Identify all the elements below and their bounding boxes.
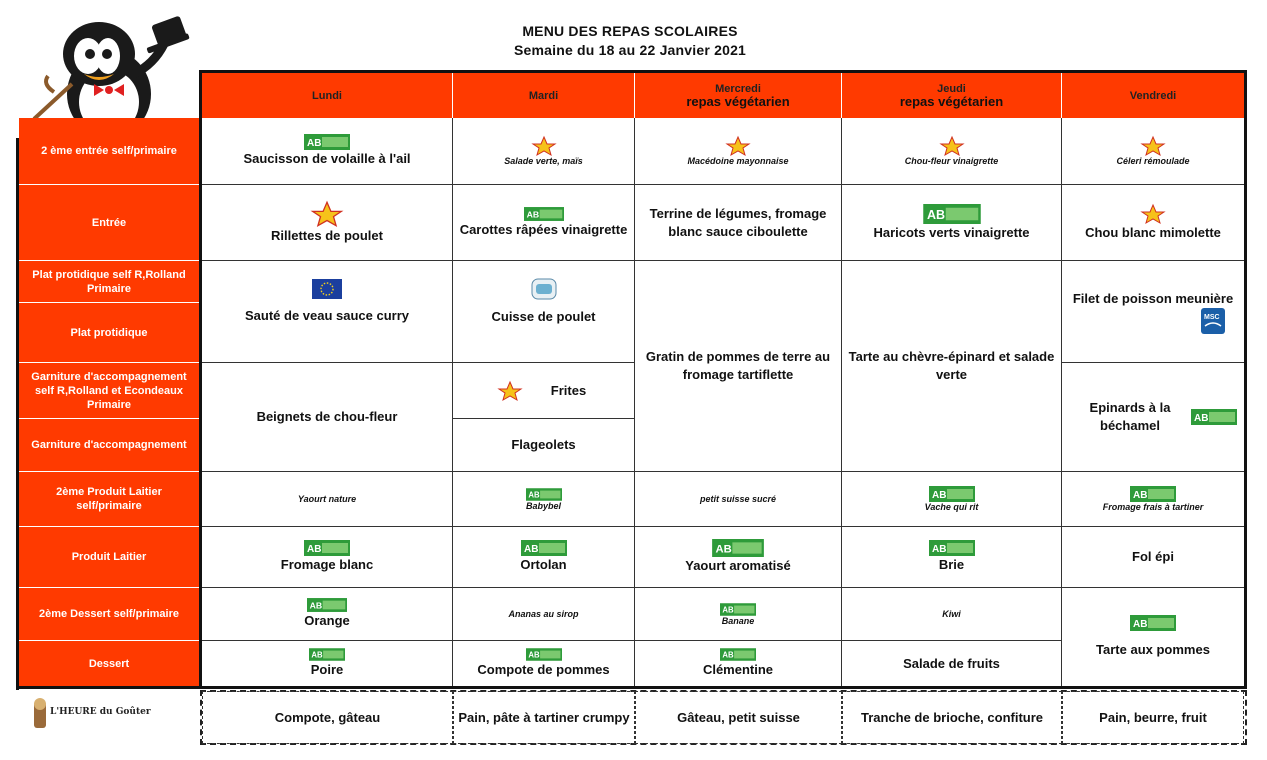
menu-cell-mercredi-dessert [635,641,842,686]
bio-ab-icon [1191,409,1237,425]
row-label-dessert: Dessert [19,641,199,686]
menu-cell-jeudi-plat [842,261,1062,472]
svg-text:AB: AB [307,544,322,555]
dish-label: Terrine de légumes, fromage blanc sauce ciboulette [649,205,827,239]
menu-cell-lundi-entree [202,185,453,261]
menu-cell-mardi-garniture [453,419,635,472]
msc-label-icon [1201,308,1225,334]
day-header-mercredi [635,73,842,118]
menu-cell-vendredi-entree2 [1062,118,1244,185]
dish-label: Rillettes de poulet [271,227,383,243]
bio-ab-icon [521,540,567,556]
dish-label: Ortolan [520,557,567,572]
menu-cell-jeudi-dessert [842,641,1062,686]
menu-cell-lundi-laitier [202,527,453,588]
gouter-cell-lundi: Compote, gâteau [202,691,453,744]
bio-ab-icon [1130,486,1176,502]
svg-text:AB: AB [715,543,732,556]
dish-label: Brie [938,557,965,572]
menu-cell-mardi-entree [453,185,635,261]
dish-label: Fromage blanc [280,557,374,572]
bio-ab-icon [710,539,766,557]
menu-cell-jeudi-dessert2 [842,588,1062,641]
dish-label: Salade de fruits [903,655,1000,671]
svg-text:AB: AB [1133,490,1148,501]
local-star-icon [1138,204,1168,224]
dish-label: Fromage frais à tartiner [1102,502,1204,512]
dish-label: Babybel [525,500,561,511]
menu-cell-jeudi-laitier [842,527,1062,588]
gouter-logo-text: L'HEURE du Goûter [50,707,151,717]
day-header-lundi [202,73,453,118]
menu-cell-lundi-laitier2 [202,472,453,527]
svg-text:AB: AB [931,490,946,501]
svg-text:AB: AB [926,207,945,222]
dish-label: Kiwi [942,609,961,619]
menu-cell-jeudi-laitier2 [842,472,1062,527]
svg-text:AB: AB [1194,413,1209,424]
gouter-logo [30,696,151,738]
day-header-mardi [453,73,635,118]
row-label-plat2: Plat protidique self R,Rolland Primaire [19,261,199,303]
dish-label: Tarte aux pommes [1096,642,1210,657]
table-frame-right [1244,70,1247,689]
svg-text:AB: AB [523,544,538,555]
svg-text:AB: AB [931,544,946,555]
dish-label: Clémentine [702,662,774,677]
dish-label: Epinards à la béchamel [1089,400,1171,433]
row-label-entree2: 2 ème entrée self/primaire [19,118,199,185]
menu-cell-vendredi-garniture [1062,363,1244,472]
menu-cell-lundi-entree2 [202,118,453,185]
menu-cell-mercredi-laitier2 [635,472,842,527]
gouter-cell-jeudi: Tranche de brioche, confiture [842,691,1062,744]
dish-label: Chou blanc mimolette [1085,224,1221,240]
dish-label: Tarte au chèvre-épinard et salade verte [848,349,1055,382]
dish-label: Salade verte, maïs [504,156,583,166]
row-label-laitier: Produit Laitier [19,527,199,588]
svg-text:MSC: MSC [1204,313,1220,321]
svg-text:AB: AB [527,650,540,660]
dish-label: Fol épi [1132,549,1174,564]
local-star-icon [937,136,967,156]
menu-cell-mercredi-dessert2 [635,588,842,641]
bio-ab-icon [720,603,756,616]
dish-label: Flageolets [511,437,576,452]
dish-label: Poire [310,662,344,677]
day-note: repas végétarien [899,93,1004,109]
menu-cell-mardi-plat [453,261,635,363]
day-name: Jeudi [937,82,966,95]
dish-label: Haricots verts vinaigrette [873,224,1030,240]
day-name: Mardi [528,89,559,102]
menu-cell-vendredi-laitier [1062,527,1244,588]
gouter-cell-vendredi: Pain, beurre, fruit [1062,691,1244,744]
day-name: Mercredi [715,82,761,95]
bio-ab-icon [1130,615,1176,631]
dish-label: Ananas au sirop [508,609,579,619]
menu-cell-mercredi-entree [635,185,842,261]
svg-text:AB: AB [1133,619,1148,630]
menu-cell-mercredi-laitier [635,527,842,588]
dish-label: Carottes râpées vinaigrette [459,221,628,237]
dish-label: Sauté de veau sauce curry [244,307,410,323]
svg-text:AB: AB [307,138,322,149]
bio-ab-icon [304,134,350,150]
bio-ab-icon [524,207,564,221]
svg-text:AB: AB [722,650,734,660]
menu-cell-lundi-dessert2 [202,588,453,641]
menu-cell-mercredi-plat [635,261,842,472]
bio-ab-icon [526,648,562,661]
day-name: Lundi [312,89,342,102]
row-label-plat: Plat protidique [19,303,199,363]
page-title: MENU DES REPAS SCOLAIRES [522,23,738,39]
bio-ab-icon [526,488,562,501]
label-rouge-icon [531,278,557,300]
bio-ab-icon [304,540,350,556]
bio-ab-icon [929,486,975,502]
bio-ab-icon [720,648,756,661]
local-star-icon [723,136,753,156]
dish-label: Beignets de chou-fleur [256,409,398,424]
menu-cell-vendredi-laitier2 [1062,472,1244,527]
dish-label: Chou-fleur vinaigrette [904,156,999,166]
svg-text:AB: AB [527,490,540,500]
row-label-laitier2: 2ème Produit Laitier self/primaire [19,472,199,527]
row-label-entree: Entrée [19,185,199,261]
svg-text:AB: AB [311,650,323,660]
day-header-vendredi [1062,73,1244,118]
menu-cell-mardi-laitier2 [453,472,635,527]
local-star-icon [307,201,347,227]
dish-label: Orange [304,613,350,628]
dish-label: Macédoine mayonnaise [687,156,789,166]
svg-text:AB: AB [722,605,734,615]
eu-flag-icon [312,279,342,299]
day-header-jeudi [842,73,1062,118]
bio-ab-icon [929,540,975,556]
gouter-cell-mercredi: Gâteau, petit suisse [635,691,842,744]
menu-cell-jeudi-entree2 [842,118,1062,185]
row-label-garniture2: Garniture d'accompagnement self R,Rolland et Econdeaux Primaire [19,363,199,419]
dish-label: Gratin de pommes de terre au fromage tartiflette [645,349,831,382]
bio-ab-icon [923,204,981,224]
local-star-icon [1138,136,1168,156]
menu-cell-lundi-plat [202,261,453,363]
page-subtitle: Semaine du 18 au 22 Janvier 2021 [513,42,747,58]
dish-label: Vache qui rit [924,502,979,512]
svg-text:AB: AB [309,600,323,611]
menu-cell-mardi-dessert [453,641,635,686]
dish-label: Banane [721,615,755,626]
menu-cell-lundi-garniture [202,363,453,472]
svg-text:AB: AB [526,208,539,219]
day-name: Vendredi [1129,89,1177,102]
bio-ab-icon [307,598,347,612]
dish-label: petit suisse sucré [699,494,777,504]
menu-cell-mercredi-entree2 [635,118,842,185]
menu-cell-mardi-dessert2 [453,588,635,641]
dish-label: Compote de pommes [477,662,610,677]
menu-cell-vendredi-plat [1062,261,1244,363]
menu-cell-lundi-dessert [202,641,453,686]
dish-label: Filet de poisson meunière [1072,290,1234,306]
row-label-dessert2: 2ème Dessert self/primaire [19,588,199,641]
row-label-garniture: Garniture d'accompagnement [19,419,199,472]
dish-label: Céleri rémoulade [1116,156,1190,166]
gouter-cell-mardi: Pain, pâte à tartiner crumpy [453,691,635,744]
dish-label: Cuisse de poulet [491,308,596,324]
local-star-icon [495,381,525,401]
dish-label: Yaourt aromatisé [685,558,791,573]
menu-cell-vendredi-entree [1062,185,1244,261]
day-note: repas végétarien [686,93,790,109]
dish-label: Saucisson de volaille à l'ail [243,151,411,166]
local-star-icon [529,136,559,156]
bio-ab-icon [309,648,345,661]
menu-cell-mardi-entree2 [453,118,635,185]
menu-cell-vendredi-dessert [1062,588,1244,686]
menu-cell-mardi-laitier [453,527,635,588]
dish-label: Frites [550,382,587,398]
menu-title-block [420,22,840,60]
dish-label: Yaourt nature [297,494,357,504]
menu-cell-jeudi-entree [842,185,1062,261]
menu-cell-mardi-garniture2 [453,363,635,419]
